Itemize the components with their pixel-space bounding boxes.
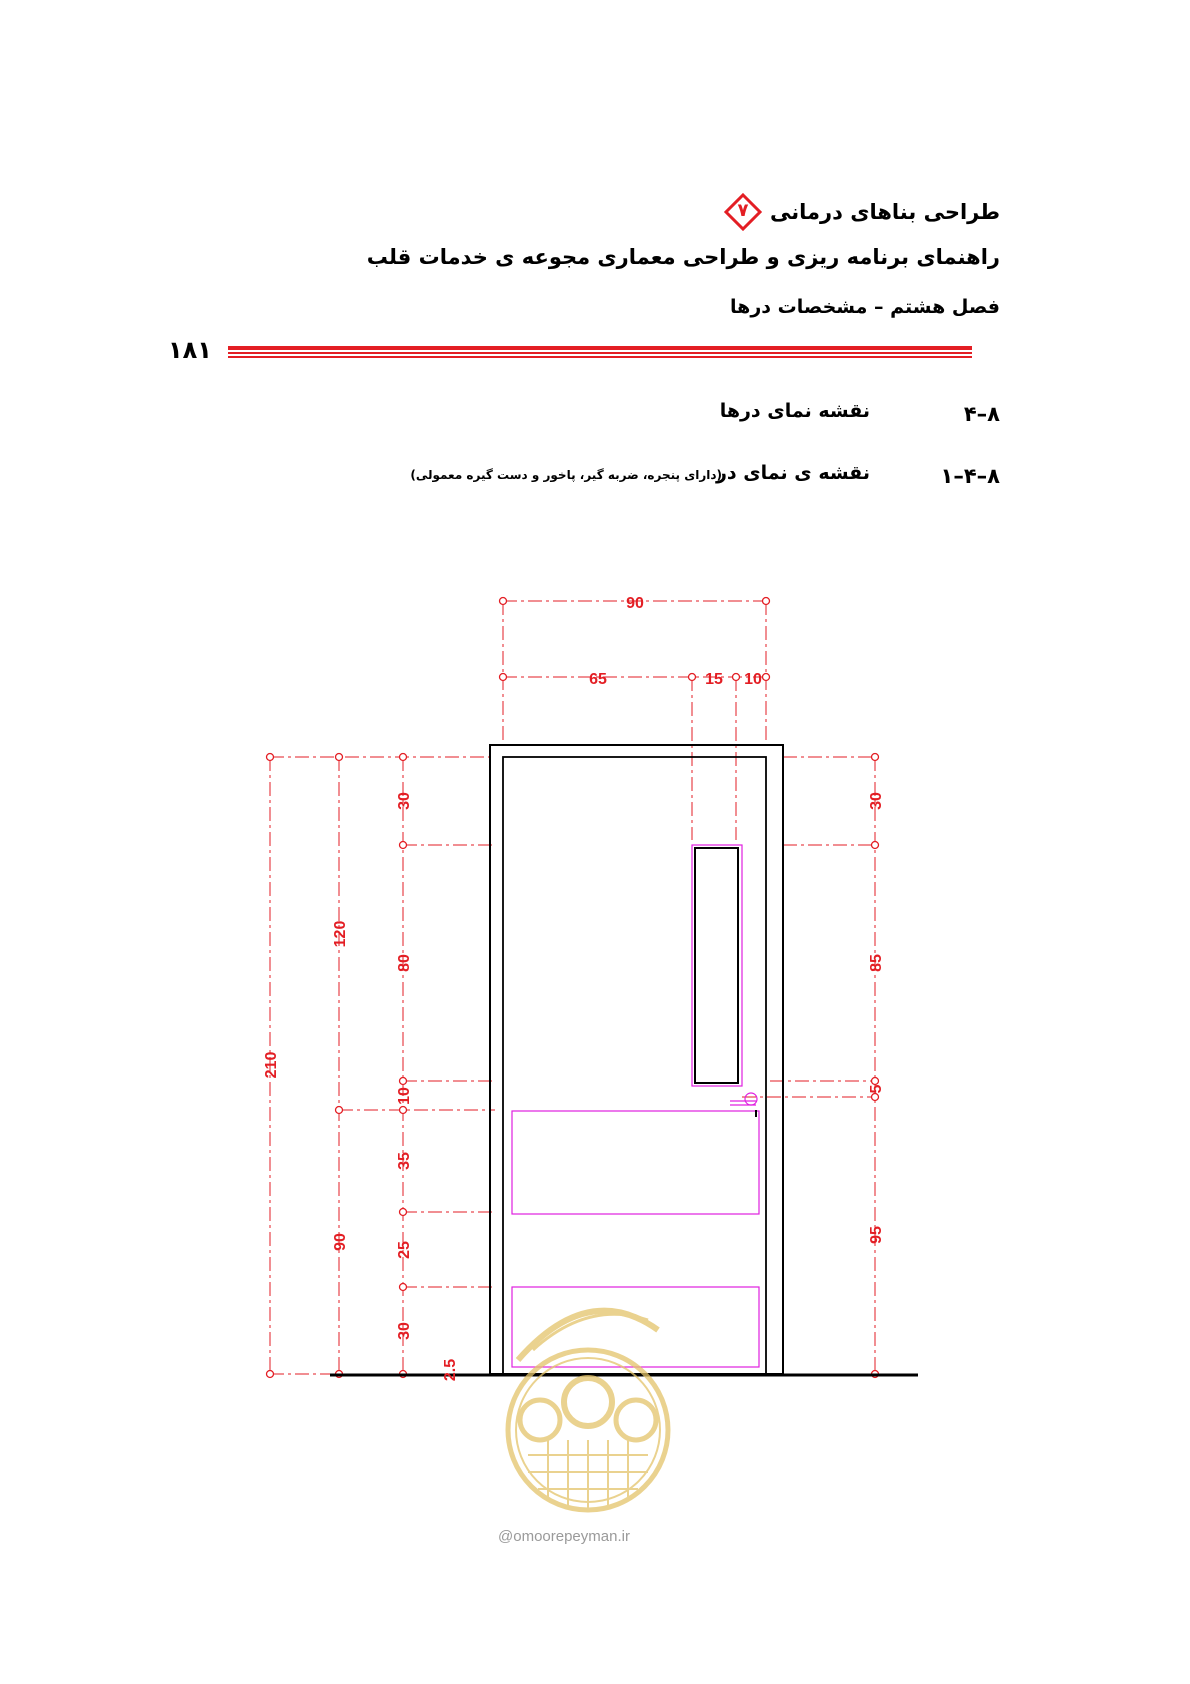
dim-right-5: 5 [868,1084,885,1094]
dim-top-total: 90 [626,595,644,612]
guide-title: راهنمای برنامه ریزی و طراحی معماری مجوعه ی خدمات قلب [366,245,1000,269]
subsection-note: (دارای پنجره، ضربه گیر، پاخور و دست گیره معمولی) [410,468,722,482]
subsection-number: ۸–۴–۱ [940,464,1000,488]
dim-top-65: 65 [589,671,607,688]
dimension-lines [270,601,875,1374]
dim-inner-30-top: 30 [396,792,413,810]
page-number: ۱۸۱ [168,336,212,364]
dim-top-10: 10 [744,671,762,688]
dim-inner-30-bottom: 30 [396,1322,413,1340]
dim-left-120: 120 [332,920,349,948]
watermark-logo [478,1290,698,1520]
subsection-title: نقشه ی نمای در [715,462,870,484]
dim-top-15: 15 [705,671,723,688]
door-leaf [503,757,766,1374]
chapter-title: فصل هشتم – مشخصات درها [730,296,1000,318]
dim-inner-10: 10 [396,1087,413,1105]
dim-inner-2-5: 2.5 [442,1358,459,1382]
dimension-ticks [267,598,879,1378]
volume-number: ۷ [737,200,749,221]
dim-right-30: 30 [868,792,885,810]
series-title: طراحی بناهای درمانی [770,200,1000,224]
door [490,745,783,1374]
section-number: ۸–۴ [963,402,1000,426]
door-magenta-details [512,845,759,1367]
window-frame [692,845,742,1086]
watermark-url: @omoorepeyman.ir [498,1528,630,1545]
dim-left-90: 90 [332,1233,349,1251]
section-title: نقشه نمای درها [719,400,870,422]
dim-inner-25: 25 [396,1241,413,1259]
dim-right-95: 95 [868,1226,885,1244]
kick-plate [512,1111,759,1214]
door-frame [490,745,783,1374]
dim-left-210: 210 [263,1051,280,1079]
dim-inner-35: 35 [396,1152,413,1170]
handle-rose [745,1093,757,1105]
dim-right-85: 85 [868,954,885,972]
door-window [695,848,738,1083]
dimension-labels [263,595,885,1381]
dim-inner-80: 80 [396,954,413,972]
